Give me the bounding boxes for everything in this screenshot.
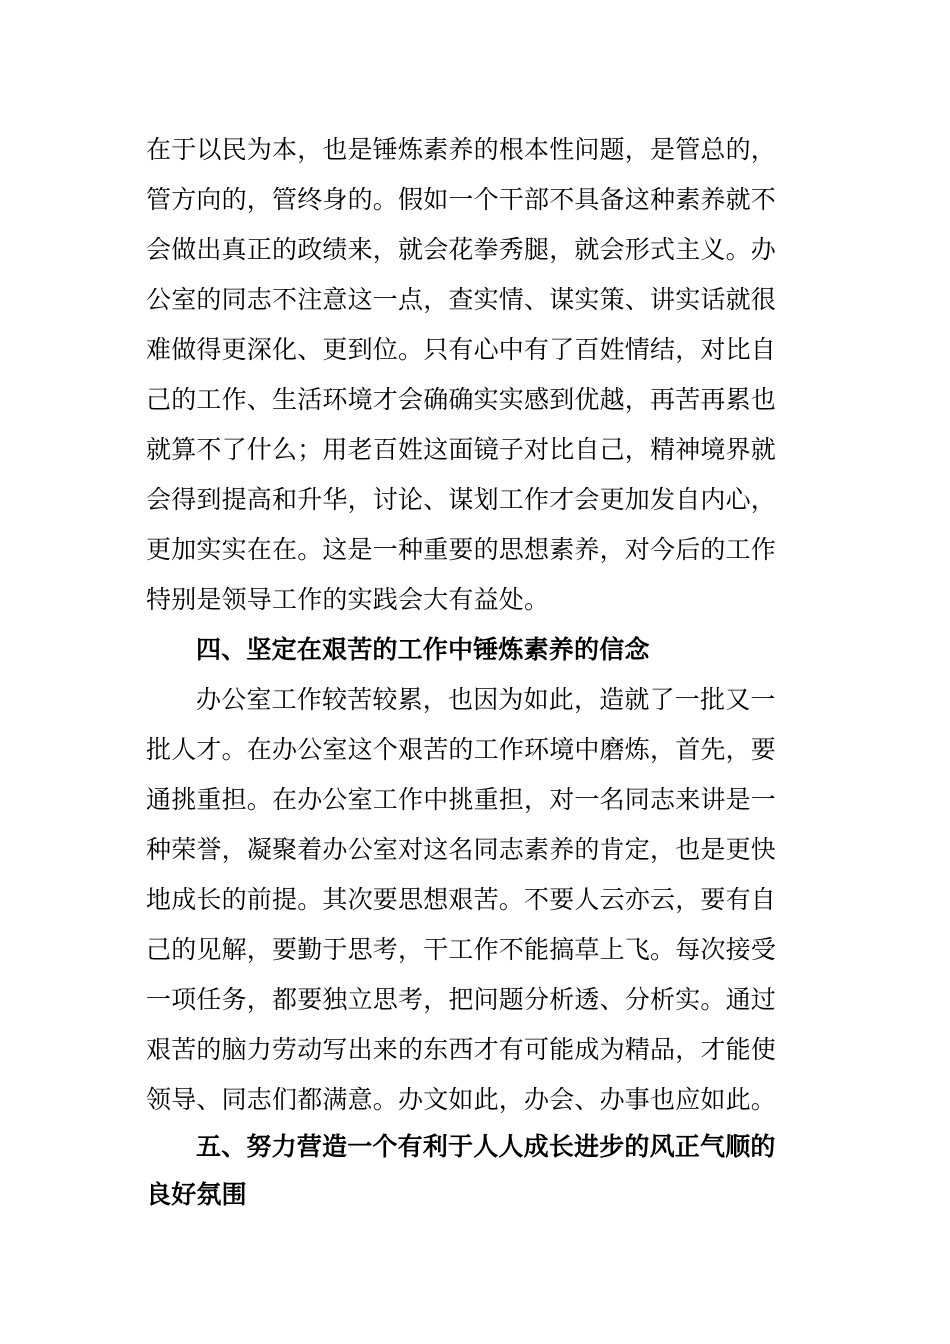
section-heading-5-continued: 良好氛围 [146, 1180, 247, 1209]
body-text-line: 会得到提高和升华，讨论、谋划工作才会更加发自内心， [146, 485, 777, 514]
body-text-line: 一项任务，都要独立思考，把问题分析透、分析实。通过 [146, 985, 777, 1014]
body-text-line: 管方向的，管终身的。假如一个干部不具备这种素养就不 [146, 185, 777, 214]
body-text-line: 通挑重担。在办公室工作中挑重担，对一名同志来讲是一 [146, 785, 777, 814]
body-text-line: 批人才。在办公室这个艰苦的工作环境中磨炼，首先，要 [146, 735, 777, 764]
body-text-line: 地成长的前提。其次要思想艰苦。不要人云亦云，要有自 [146, 885, 777, 914]
section-heading-4: 四、坚定在艰苦的工作中锤炼素养的信念 [196, 635, 650, 664]
body-text-line: 就算不了什么；用老百姓这面镜子对比自己，精神境界就 [146, 435, 777, 464]
body-text-line: 特别是领导工作的实践会大有益处。 [146, 585, 550, 614]
body-text-line: 在于以民为本，也是锤炼素养的根本性问题，是管总的， [146, 135, 777, 164]
body-text-line: 会做出真正的政绩来，就会花拳秀腿，就会形式主义。办 [146, 235, 777, 264]
body-text-line: 己的见解，要勤于思考，干工作不能搞草上飞。每次接受 [146, 935, 777, 964]
body-text-line: 难做得更深化、更到位。只有心中有了百姓情结，对比自 [146, 335, 777, 364]
body-text-line: 公室的同志不注意这一点，查实情、谋实策、讲实话就很 [146, 285, 777, 314]
body-text-line: 己的工作、生活环境才会确确实实感到优越，再苦再累也 [146, 385, 777, 414]
body-text-line: 领导、同志们都满意。办文如此，办会、办事也应如此。 [146, 1085, 777, 1114]
body-text-line: 办公室工作较苦较累，也因为如此，造就了一批又一 [196, 685, 776, 714]
body-text-line: 艰苦的脑力劳动写出来的东西才有可能成为精品，才能使 [146, 1035, 777, 1064]
body-text-line: 更加实实在在。这是一种重要的思想素养，对今后的工作 [146, 535, 777, 564]
section-heading-5: 五、努力营造一个有利于人人成长进步的风正气顺的 [196, 1132, 776, 1161]
body-text-line: 种荣誉，凝聚着办公室对这名同志素养的肯定，也是更快 [146, 835, 777, 864]
